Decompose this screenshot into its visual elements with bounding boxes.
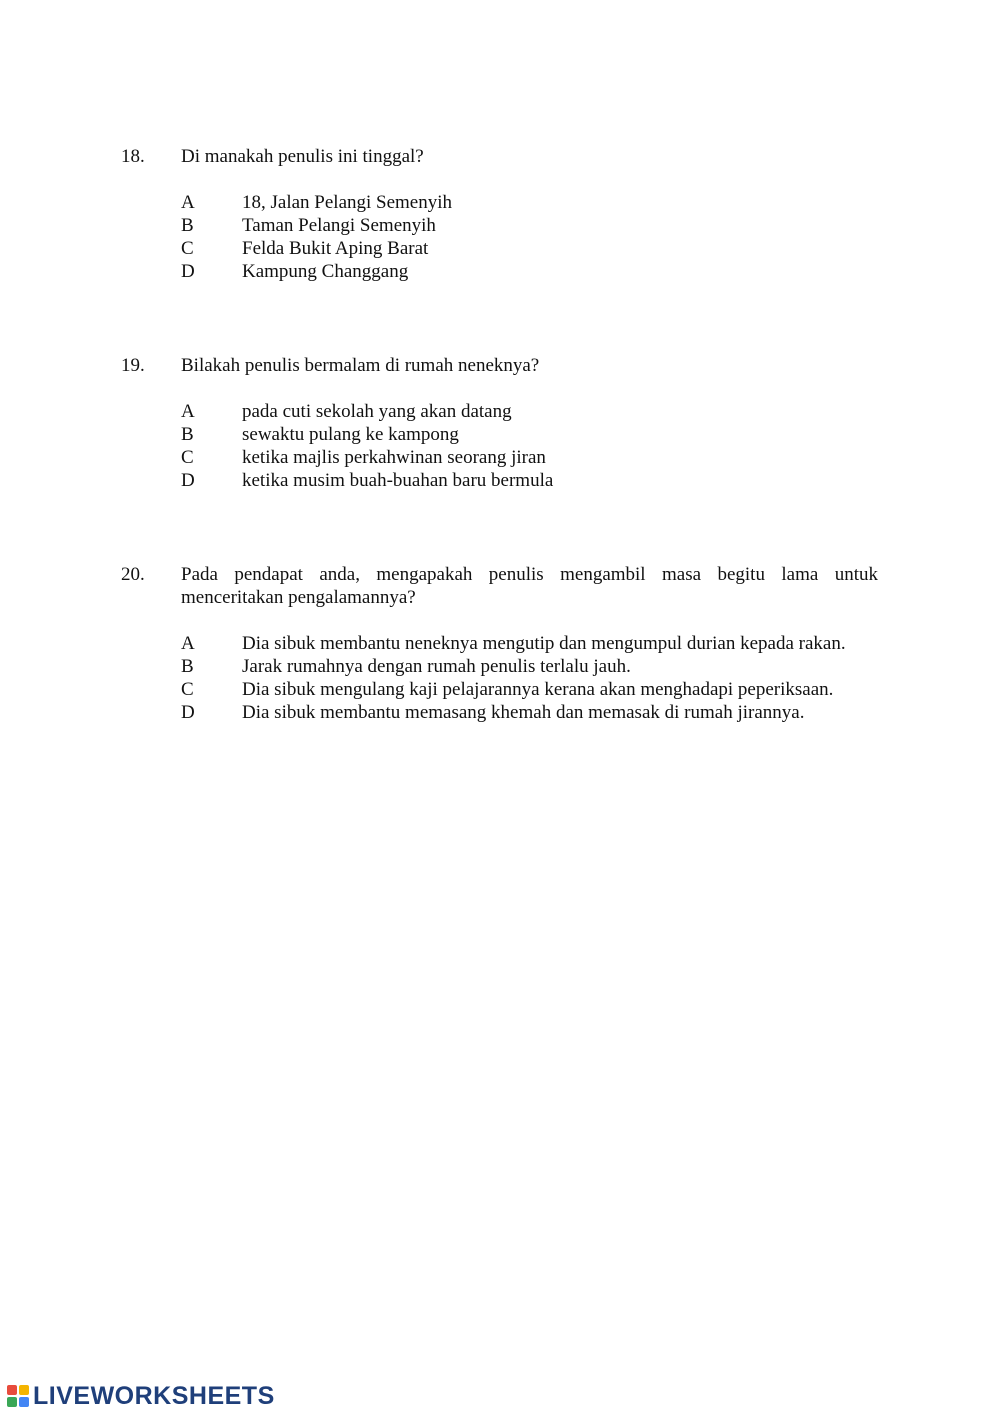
logo-text: LIVEWORKSHEETS <box>33 1381 275 1410</box>
option-letter: D <box>181 470 195 491</box>
logo-block <box>7 1397 17 1407</box>
option-text: 18, Jalan Pelangi Semenyih <box>242 192 453 213</box>
liveworksheets-logo <box>7 1382 275 1410</box>
question-number: 18. <box>121 146 145 167</box>
question-text-line-2: menceritakan pengalamannya? <box>181 587 416 608</box>
logo-block <box>19 1385 29 1395</box>
logo-blocks-icon <box>7 1385 29 1407</box>
logo-block <box>19 1397 29 1407</box>
option-letter: C <box>181 238 194 259</box>
logo-block <box>7 1385 17 1395</box>
option-text: ketika musim buah-buahan baru bermula <box>242 470 554 491</box>
option-text: Kampung Changgang <box>242 261 409 282</box>
option-text: Taman Pelangi Semenyih <box>242 215 436 236</box>
option-letter: B <box>181 424 194 445</box>
option-text: ketika majlis perkahwinan seorang jiran <box>242 447 546 468</box>
question-text: Di manakah penulis ini tinggal? <box>181 146 424 167</box>
option-letter: A <box>181 401 195 422</box>
option-letter: D <box>181 261 195 282</box>
option-text: Jarak rumahnya dengan rumah penulis terlalu jauh. <box>242 656 631 677</box>
option-letter: A <box>181 633 195 654</box>
option-text: Dia sibuk membantu neneknya mengutip dan mengumpul durian kepada rakan. <box>242 633 846 654</box>
option-letter: D <box>181 702 195 723</box>
option-letter: C <box>181 679 194 700</box>
question-number: 19. <box>121 355 145 376</box>
option-text: Dia sibuk mengulang kaji pelajarannya kerana akan menghadapi peperiksaan. <box>242 679 834 700</box>
option-text: Felda Bukit Aping Barat <box>242 238 429 259</box>
option-letter: C <box>181 447 194 468</box>
question-number: 20. <box>121 564 145 585</box>
question-text: Bilakah penulis bermalam di rumah neneknya? <box>181 355 540 376</box>
option-text: Dia sibuk membantu memasang khemah dan memasak di rumah jirannya. <box>242 702 805 723</box>
question-text-line-1: Pada pendapat anda, mengapakah penulis mengambil masa begitu lama untuk <box>181 564 878 585</box>
option-letter: B <box>181 656 194 677</box>
option-text: sewaktu pulang ke kampong <box>242 424 459 445</box>
option-letter: A <box>181 192 195 213</box>
option-letter: B <box>181 215 194 236</box>
option-text: pada cuti sekolah yang akan datang <box>242 401 512 422</box>
